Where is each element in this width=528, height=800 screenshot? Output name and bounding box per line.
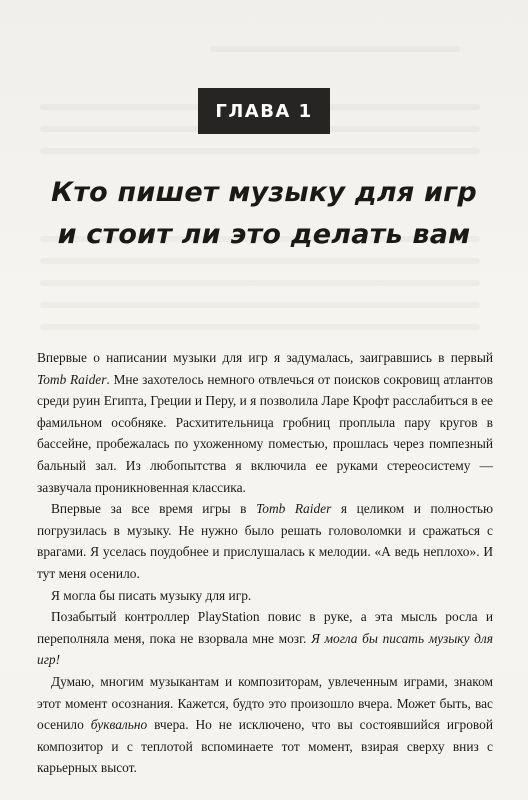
paragraph-text: . Мне захотелось немного отвлечься от поисков сокровищ атлантов среди руин Египта, Греции и Перу, и я позволила Ларе Крофт расслабиться в ее фамильном особняке. Расхитительница гробниц проплыла пару кругов в бассейне, пробежалась по ухоженному поместью, прошлась через помпезный бальный зал. Из любопытства я включила ее руками стереосистему — зазвучала проникновенная классика. (37, 371, 493, 495)
emphasis-italic: буквально (90, 717, 148, 733)
show-through-line (40, 148, 480, 154)
paragraph-text: Позабытый контроллер PlayStation повис в руке, а эта мысль росла и переполняла меня, пока не взорвала мне мозг. (37, 609, 493, 646)
game-title-italic: Tomb Raider (37, 371, 107, 387)
body-text (37, 347, 493, 779)
paragraph-text: Впервые за все время игры в (51, 501, 257, 517)
show-through-line (210, 46, 460, 52)
paragraph-5 (37, 671, 493, 779)
paragraph-text: Я могла бы писать музыку для игр. (51, 587, 252, 603)
show-through-line (40, 302, 480, 308)
show-through-line (40, 258, 480, 264)
chapter-label: ГЛАВА 1 (198, 88, 330, 134)
paragraph-text: Впервые о написании музыки для игр я задумалась, заигравшись в первый (37, 350, 493, 365)
emphasis-italic: Я могла бы писать музыку для игр! (37, 630, 493, 668)
game-title-italic: Tomb Raider (256, 501, 332, 517)
paragraph-text: Думаю, многим музыкантам и композиторам, увлеченным играми, знаком этот момент осознания. Кажется, будто это произошло вчера. Может быть, вас осенило (37, 673, 493, 733)
chapter-title (30, 172, 498, 256)
paragraph-1 (37, 347, 493, 498)
show-through-line (40, 324, 480, 330)
paragraph-2 (37, 498, 493, 584)
paragraph-text: я целиком и полностью погрузилась в музыку. Не нужно было решать головоломки и сражаться с врагами. Я уселась поудобнее и прислушалась к мелодии. «А ведь неплохо». И тут меня осенило. (37, 501, 493, 581)
paragraph-3 (37, 585, 493, 607)
paragraph-4 (37, 606, 493, 671)
show-through-line (40, 280, 480, 286)
chapter-title-line-2: и стоит ли это делать вам (57, 219, 471, 250)
chapter-title-line-1: Кто пишет музыку для игр (51, 177, 477, 208)
paragraph-text: вчера. Но не исключено, что вы состоявшийся игровой композитор и с теплотой вспоминаете тот момент, взирая сверху вниз с карьерных высот. (37, 717, 493, 776)
